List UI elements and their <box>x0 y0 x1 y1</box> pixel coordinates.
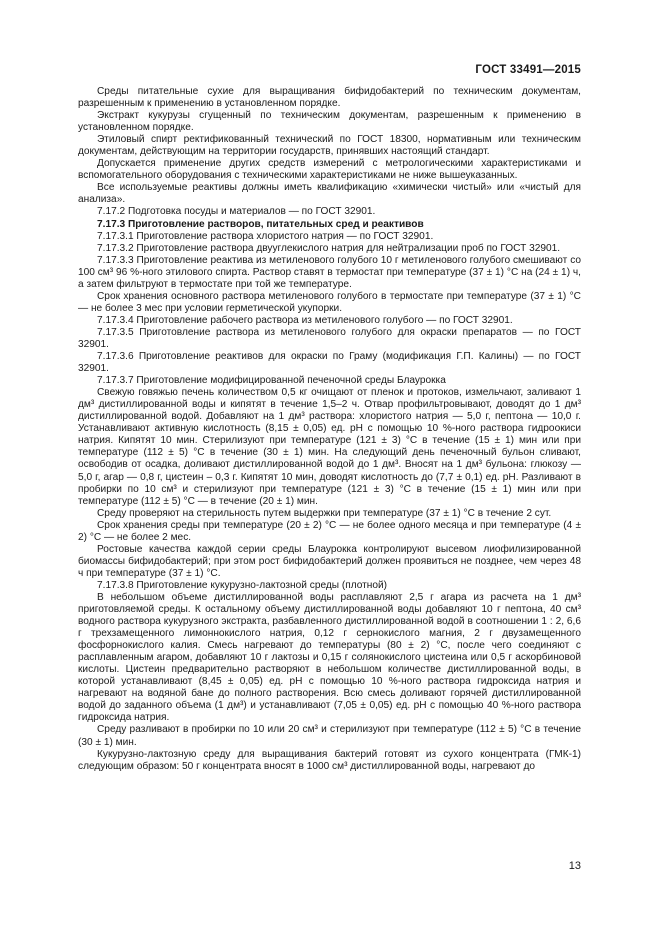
paragraph: 7.17.3.4 Приготовление рабочего раствора из метиленового голубого — по ГОСТ 32901. <box>97 314 513 326</box>
section-heading: 7.17.2 Подготовка посуды и материалов — по ГОСТ 32901. <box>97 206 376 218</box>
paragraph: 7.17.3.5 Приготовление раствора из метиленового голубого для окраски препаратов — по ГОСТ 32901. <box>78 326 581 350</box>
section-heading-bold: 7.17.3 Приготовление растворов, питательных сред и реактивов <box>97 218 424 230</box>
paragraph: Ростовые качества каждой серии среды Блаурокка контролируют высевом лиофилизированной биомассы бифидобактерий; при этом рост бифидобактерий должен проявиться не позднее, чем через 48 ч при температуре (37 ± 1) °С. <box>78 543 581 579</box>
paragraph: 7.17.3.3 Приготовление реактива из метиленового голубого 10 г метиленового голубого смешивают со 100 см³ 96 %-ного этилового спирта. Раствор ставят в термостат при температуре (37 ± 1) °С на (24 ± 1) ч, а затем фильтруют в термостате при той же температуре. <box>78 254 581 290</box>
paragraph: Срок хранения основного раствора метиленового голубого в термостате при температуре (37 ± 1) °С — не более 3 мес при условии герметической укупорки. <box>78 290 581 314</box>
document-header: ГОСТ 33491—2015 <box>475 64 581 76</box>
page-number: 13 <box>568 860 581 872</box>
document-body <box>78 86 581 773</box>
paragraph: 7.17.3.6 Приготовление реактивов для окраски по Граму (модификация Г.П. Калины) — по ГОСТ 32901. <box>78 351 581 375</box>
section-heading: 7.17.3.7 Приготовление модифицированной печеночной среды Блаурокка <box>97 375 446 387</box>
paragraph: Допускается применение других средств измерений с метрологическими характеристиками и вспомогательного оборудования с техническими характеристиками не ниже вышеуказанных. <box>78 158 581 182</box>
paragraph: 7.17.3.2 Приготовление раствора двууглекислого натрия для нейтрализации проб по ГОСТ 32901. <box>97 242 561 254</box>
paragraph: Этиловый спирт ректификованный технический по ГОСТ 18300, нормативным или техническим документам, действующим на территории государств, принявших настоящий стандарт. <box>78 134 581 158</box>
paragraph: Срок хранения среды при температуре (20 ± 2) °С — не более одного месяца и при температуре (4 ± 2) °С — не более 2 мес. <box>78 519 581 543</box>
paragraph: Все используемые реактивы должны иметь квалификацию «химически чистый» или «чистый для анализа». <box>78 182 581 206</box>
paragraph: Среду разливают в пробирки по 10 или 20 см³ и стерилизуют при температуре (112 ± 5) °С в течение (30 ± 1) мин. <box>78 724 581 748</box>
paragraph: Среды питательные сухие для выращивания бифидобактерий по техническим документам, разрешенным к применению в установленном порядке. <box>78 86 581 110</box>
section-heading: 7.17.3.8 Приготовление кукурузно-лактозной среды (плотной) <box>97 579 388 591</box>
paragraph: Кукурузно-лактозную среду для выращивания бактерий готовят из сухого концентрата (ГМК-1) следующим образом: 50 г концентрата вносят в 1000 см³ дистиллированной воды, нагревают до <box>78 748 581 772</box>
paragraph: 7.17.3.1 Приготовление раствора хлористого натрия — по ГОСТ 32901. <box>97 230 434 242</box>
paragraph: Среду проверяют на стерильность путем выдержки при температуре (37 ± 1) °С в течение 2 сут. <box>97 507 552 519</box>
paragraph: Экстракт кукурузы сгущенный по техническим документам, разрешенным к применению в установленном порядке. <box>78 110 581 134</box>
paragraph: В небольшом объеме дистиллированной воды расплавляют 2,5 г агара из расчета на 1 дм³ приготовляемой среды. К остальному объему дистиллированной воды добавляют 10 г пептона, 40 см³ водного раствора кукурузного экстракта, разбавленного дистиллированной водой в соотношении 1 : 2, 6,6 г трехзамещенного лимоннокислого натрия, 0,12 г сернокислого магния, 2 г двузамещенного фосфорнокислого калия. Смесь нагревают до температуры (80 ± 2) °С, после чего соединяют с расплавленным агаром, добавляют 10 г лактозы и 0,15 г солянокислого цистеина или 0,5 г аскорбиновой кислоты. Цистеин предварительно растворяют в небольшом количестве дистиллированной воды, в которой устанавливают (8,45 ± 0,05) ед. рН с помощью 10 %-ного раствора гидроксида натрия и нагревают на водяной бане до полного растворения. Всю смесь доливают горячей дистиллированной водой до заданного объема (1 дм³) и устанавливают (7,05 ± 0,05) ед. рН с помощью 40 %-ного раствора гидроксида натрия. <box>78 591 581 724</box>
paragraph: Свежую говяжью печень количеством 0,5 кг очищают от пленок и протоков, измельчают, заливают 1 дм³ дистиллированной воды и кипятят в течение 1,5–2 ч. Отвар профильтровывают, доводят до 1 дм³ дистиллированной водой. Добавляют на 1 дм³ раствора: хлористого натрия — 5,0 г, пептона — 10,0 г. Устанавливают активную кислотность (8,15 ± 0,05) ед. рН с помощью 10 %-ного раствора гидроокиси натрия. Кипятят 10 мин. Стерилизуют при температуре (121 ± 3) °С в течение (15 ± 1) мин или при температуре (112 ± 5) °С в течение (30 ± 1) мин. На следующий день печеночный бульон сливают, освободив от осадка, доливают дистиллированной водой до 1 дм³. Вносят на 1 дм³ бульона: глюкозу — 5,0 г, агар — 0,8 г, цистеин – 0,3 г. Кипятят 10 мин, доводят кислотность до (7,7 ± 0,1) ед. рН. Разливают в пробирки по 10 см³ и стерилизуют при температуре (121 ± 3) °С в течение (15 ± 1) мин или при температуре (112 ± 5) °С — в течение (20 ± 1) мин. <box>78 387 581 507</box>
